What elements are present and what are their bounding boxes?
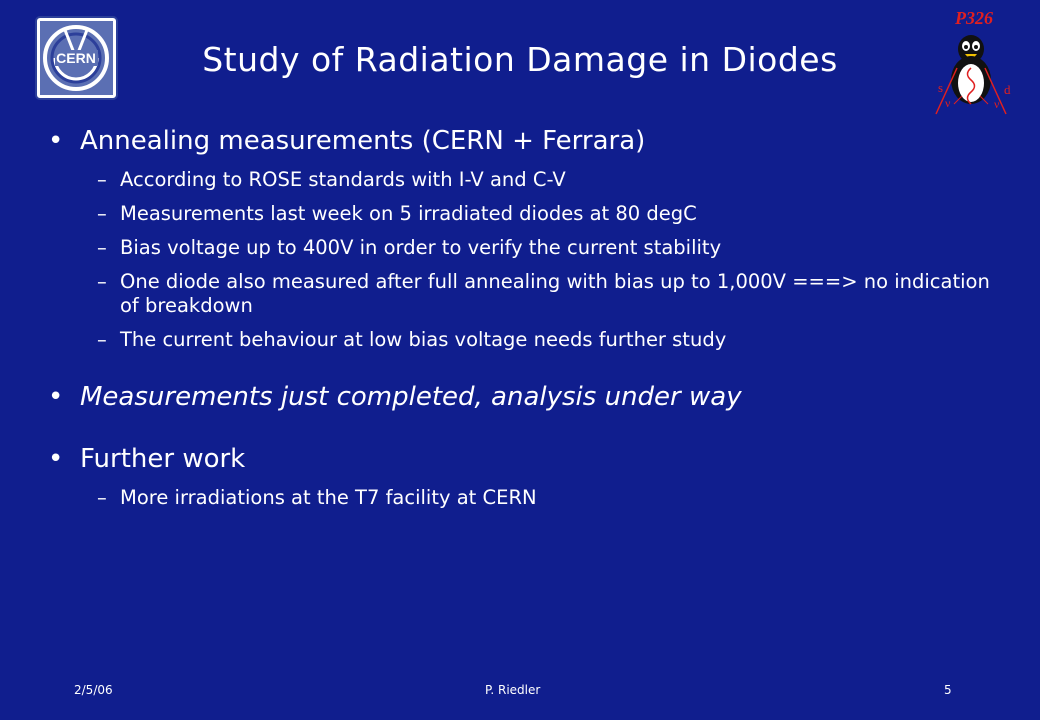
slide-title: Study of Radiation Damage in Diodes [202,40,838,79]
cern-logo-text: CERN [56,50,96,66]
p326-logo [928,4,1024,122]
sub-bullet: – One diode also measured after full annealing with bias up to 1,000V ===> no indication of breakdown [97,270,990,317]
bullet-annealing: • Annealing measurements (CERN + Ferrara) [48,126,646,156]
bullet-measurements-completed: • Measurements just completed, analysis under way [48,382,742,412]
footer-date: 2/5/06 [74,683,113,697]
logo-d: d [1004,82,1011,97]
logo-nu-right: ν [994,97,1000,111]
logo-s: s [938,80,944,95]
p326-label: P326 [955,8,993,28]
sub-bullet: – According to ROSE standards with I-V and C-V [97,168,566,191]
sub-bullet: – More irradiations at the T7 facility at CERN [97,486,537,509]
logo-nu-left: ν [945,96,951,110]
bullet-further-work: • Further work [48,444,246,474]
footer-page-number: 5 [944,683,952,697]
slide-content [42,124,1000,510]
sub-bullet: – The current behaviour at low bias voltage needs further study [97,328,727,351]
footer-author: P. Riedler [485,683,541,697]
sub-bullet: – Measurements last week on 5 irradiated diodes at 80 degC [97,202,697,225]
sub-bullet: – Bias voltage up to 400V in order to verify the current stability [97,236,722,259]
